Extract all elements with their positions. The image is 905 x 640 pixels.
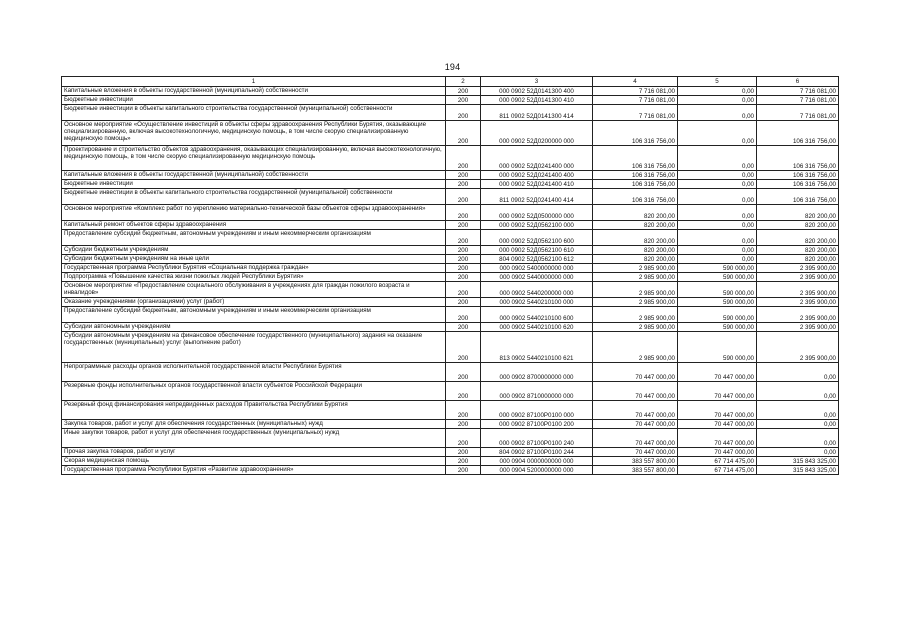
row-amount-col5: 590 000,00	[678, 307, 757, 323]
row-classification-code: 804 0902 87100Р0100 244	[481, 448, 593, 457]
row-code: 200	[446, 230, 481, 246]
row-amount-col6: 0,00	[757, 420, 839, 429]
row-description: Основное мероприятие «Осуществление инвестиций в объекты сферы здравоохранения Республики Бурятия, оказывающие специализированную, включая высокотехнологичную, медицинскую помощь, в том числе скорую специализированную медицинскую помощь»	[62, 121, 446, 146]
row-amount-col4: 70 447 000,00	[593, 363, 678, 382]
column-header: 2	[446, 77, 481, 87]
row-description: Резервные фонды исполнительных органов государственной власти субъектов Российской Федерации	[62, 382, 446, 401]
row-amount-col4: 2 985 900,00	[593, 264, 678, 273]
row-amount-col6: 2 395 900,00	[757, 323, 839, 332]
row-amount-col4: 820 200,00	[593, 255, 678, 264]
row-amount-col6: 315 843 325,00	[757, 466, 839, 475]
row-amount-col4: 7 716 081,00	[593, 96, 678, 105]
row-description: Закупка товаров, работ и услуг для обеспечения государственных (муниципальных) нужд	[62, 420, 446, 429]
row-amount-col6: 820 200,00	[757, 230, 839, 246]
row-classification-code: 000 0902 52Д0141300 410	[481, 96, 593, 105]
table-row	[62, 180, 839, 189]
row-amount-col4: 2 985 900,00	[593, 332, 678, 363]
row-amount-col6: 0,00	[757, 363, 839, 382]
table-row	[62, 264, 839, 273]
row-amount-col5: 0,00	[678, 105, 757, 121]
row-amount-col5: 590 000,00	[678, 273, 757, 282]
row-code: 200	[446, 323, 481, 332]
row-description: Бюджетные инвестиции	[62, 96, 446, 105]
row-classification-code: 000 0902 52Д0500000 000	[481, 205, 593, 221]
row-amount-col5: 0,00	[678, 180, 757, 189]
row-classification-code: 811 0902 52Д0241400 414	[481, 189, 593, 205]
row-amount-col6: 820 200,00	[757, 205, 839, 221]
row-amount-col5: 70 447 000,00	[678, 401, 757, 420]
row-amount-col5: 0,00	[678, 246, 757, 255]
row-amount-col6: 106 316 756,00	[757, 146, 839, 171]
row-amount-col5: 590 000,00	[678, 264, 757, 273]
row-description: Капитальные вложения в объекты государственной (муниципальной) собственности	[62, 171, 446, 180]
row-amount-col4: 70 447 000,00	[593, 429, 678, 448]
row-code: 200	[446, 255, 481, 264]
row-amount-col4: 70 447 000,00	[593, 448, 678, 457]
row-amount-col5: 70 447 000,00	[678, 420, 757, 429]
row-classification-code: 000 0902 5440210100 000	[481, 298, 593, 307]
row-amount-col5: 590 000,00	[678, 298, 757, 307]
table-row	[62, 189, 839, 205]
row-classification-code: 804 0902 52Д0562100 612	[481, 255, 593, 264]
row-amount-col5: 70 447 000,00	[678, 429, 757, 448]
row-description: Скорая медицинская помощь	[62, 457, 446, 466]
row-code: 200	[446, 221, 481, 230]
row-amount-col5: 70 447 000,00	[678, 363, 757, 382]
row-amount-col6: 106 316 756,00	[757, 189, 839, 205]
row-amount-col4: 2 985 900,00	[593, 273, 678, 282]
page-number: 194	[444, 62, 461, 72]
row-amount-col6: 2 395 900,00	[757, 332, 839, 363]
row-classification-code: 000 0902 87100Р0100 200	[481, 420, 593, 429]
row-amount-col5: 70 447 000,00	[678, 382, 757, 401]
row-description: Основное мероприятие «Предоставление социального обслуживания в учреждениях для граждан пожилого возраста и инвалидов»	[62, 282, 446, 298]
row-amount-col6: 0,00	[757, 429, 839, 448]
row-classification-code: 000 0902 52Д0241400 000	[481, 146, 593, 171]
row-classification-code: 813 0902 5440210100 621	[481, 332, 593, 363]
row-code: 200	[446, 298, 481, 307]
row-classification-code: 000 0902 52Д0562100 610	[481, 246, 593, 255]
column-header: 5	[678, 77, 757, 87]
row-code: 200	[446, 205, 481, 221]
row-description: Предоставление субсидий бюджетным, автономным учреждениям и иным некоммерческим организациям	[62, 307, 446, 323]
row-amount-col5: 0,00	[678, 189, 757, 205]
table-row	[62, 323, 839, 332]
table-row	[62, 420, 839, 429]
table-row	[62, 429, 839, 448]
row-amount-col6: 315 843 325,00	[757, 457, 839, 466]
row-code: 200	[446, 264, 481, 273]
row-classification-code: 000 0902 8700000000 000	[481, 363, 593, 382]
table-row	[62, 332, 839, 363]
table-row	[62, 121, 839, 146]
row-description: Государственная программа Республики Бурятия «Социальная поддержка граждан»	[62, 264, 446, 273]
row-amount-col4: 70 447 000,00	[593, 420, 678, 429]
row-code: 200	[446, 96, 481, 105]
column-header: 1	[62, 77, 446, 87]
row-amount-col5: 0,00	[678, 96, 757, 105]
table-row	[62, 466, 839, 475]
row-amount-col5: 0,00	[678, 121, 757, 146]
row-amount-col4: 106 316 756,00	[593, 180, 678, 189]
row-amount-col5: 0,00	[678, 171, 757, 180]
row-code: 200	[446, 246, 481, 255]
table-row	[62, 246, 839, 255]
table-row	[62, 221, 839, 230]
row-classification-code: 000 0902 87100Р0100 000	[481, 401, 593, 420]
table-row	[62, 171, 839, 180]
row-code: 200	[446, 105, 481, 121]
row-amount-col4: 820 200,00	[593, 205, 678, 221]
row-amount-col5: 67 714 475,00	[678, 457, 757, 466]
row-classification-code: 000 0902 8710000000 000	[481, 382, 593, 401]
row-amount-col4: 383 557 800,00	[593, 457, 678, 466]
row-code: 200	[446, 466, 481, 475]
row-amount-col5: 590 000,00	[678, 323, 757, 332]
column-header: 6	[757, 77, 839, 87]
row-classification-code: 000 0902 52Д0141300 400	[481, 87, 593, 96]
row-amount-col6: 2 395 900,00	[757, 264, 839, 273]
row-amount-col6: 820 200,00	[757, 246, 839, 255]
row-classification-code: 000 0902 87100Р0100 240	[481, 429, 593, 448]
row-amount-col6: 106 316 756,00	[757, 171, 839, 180]
row-amount-col6: 0,00	[757, 401, 839, 420]
row-code: 200	[446, 401, 481, 420]
row-amount-col4: 7 716 081,00	[593, 87, 678, 96]
row-amount-col6: 2 395 900,00	[757, 307, 839, 323]
row-code: 200	[446, 307, 481, 323]
row-code: 200	[446, 121, 481, 146]
row-classification-code: 000 0902 5440000000 000	[481, 273, 593, 282]
row-amount-col6: 106 316 756,00	[757, 180, 839, 189]
row-code: 200	[446, 87, 481, 96]
row-description: Иные закупки товаров, работ и услуг для обеспечения государственных (муниципальных) нужд	[62, 429, 446, 448]
column-header: 3	[481, 77, 593, 87]
row-code: 200	[446, 171, 481, 180]
row-classification-code: 000 0902 52Д0241400 410	[481, 180, 593, 189]
row-classification-code: 000 0902 52Д0562100 600	[481, 230, 593, 246]
row-amount-col4: 106 316 756,00	[593, 189, 678, 205]
table-row	[62, 273, 839, 282]
row-amount-col4: 106 316 756,00	[593, 146, 678, 171]
row-description: Непрограммные расходы органов исполнительной государственной власти Республики Бурятия	[62, 363, 446, 382]
table-row	[62, 255, 839, 264]
row-amount-col6: 7 716 081,00	[757, 96, 839, 105]
row-code: 200	[446, 146, 481, 171]
row-description: Проектирование и строительство объектов здравоохранения, оказывающих специализированную, включая высокотехнологичную, медицинскую помощь, в том числе скорую специализированную медицинскую помощь	[62, 146, 446, 171]
row-code: 200	[446, 189, 481, 205]
table-row	[62, 87, 839, 96]
row-classification-code: 000 0902 5400000000 000	[481, 264, 593, 273]
row-amount-col5: 0,00	[678, 205, 757, 221]
row-description: Капитальный ремонт объектов сферы здравоохранения	[62, 221, 446, 230]
row-amount-col4: 2 985 900,00	[593, 307, 678, 323]
row-classification-code: 000 0904 0000000000 000	[481, 457, 593, 466]
table-row	[62, 105, 839, 121]
row-description: Прочая закупка товаров, работ и услуг	[62, 448, 446, 457]
row-amount-col5: 0,00	[678, 87, 757, 96]
row-description: Подпрограмма «Повышение качества жизни пожилых людей Республики Бурятия»	[62, 273, 446, 282]
row-code: 200	[446, 448, 481, 457]
row-amount-col4: 2 985 900,00	[593, 323, 678, 332]
table-row	[62, 298, 839, 307]
row-code: 200	[446, 282, 481, 298]
row-amount-col6: 0,00	[757, 382, 839, 401]
table-row	[62, 282, 839, 298]
row-classification-code: 000 0902 52Д0200000 000	[481, 121, 593, 146]
row-code: 200	[446, 429, 481, 448]
table-row	[62, 457, 839, 466]
row-description: Оказание учреждениями (организациями) услуг (работ)	[62, 298, 446, 307]
row-amount-col6: 2 395 900,00	[757, 298, 839, 307]
row-amount-col6: 7 716 081,00	[757, 105, 839, 121]
row-amount-col4: 7 716 081,00	[593, 105, 678, 121]
row-description: Бюджетные инвестиции в объекты капитального строительства государственной (муниципальной) собственности	[62, 189, 446, 205]
row-classification-code: 000 0902 52Д0562100 000	[481, 221, 593, 230]
row-classification-code: 000 0902 52Д0241400 400	[481, 171, 593, 180]
row-description: Государственная программа Республики Бурятия «Развитие здравоохранения»	[62, 466, 446, 475]
row-amount-col4: 820 200,00	[593, 221, 678, 230]
row-description: Резервный фонд финансирования непредвиденных расходов Правительства Республики Бурятия	[62, 401, 446, 420]
table-row	[62, 96, 839, 105]
row-classification-code: 811 0902 52Д0141300 414	[481, 105, 593, 121]
row-classification-code: 000 0902 5440210100 600	[481, 307, 593, 323]
table-row	[62, 363, 839, 382]
row-amount-col5: 67 714 475,00	[678, 466, 757, 475]
table-row	[62, 230, 839, 246]
table-row	[62, 205, 839, 221]
row-amount-col4: 820 200,00	[593, 246, 678, 255]
row-code: 200	[446, 382, 481, 401]
row-code: 200	[446, 180, 481, 189]
row-amount-col5: 590 000,00	[678, 332, 757, 363]
row-description: Субсидии автономным учреждениям на финансовое обеспечение государственного (муниципального) задания на оказание государственных (муниципальных) услуг (выполнение работ)	[62, 332, 446, 363]
row-code: 200	[446, 457, 481, 466]
row-amount-col4: 70 447 000,00	[593, 382, 678, 401]
row-amount-col6: 0,00	[757, 448, 839, 457]
row-amount-col6: 820 200,00	[757, 221, 839, 230]
row-amount-col6: 106 316 756,00	[757, 121, 839, 146]
row-description: Предоставление субсидий бюджетным, автономным учреждениям и иным некоммерческим организациям	[62, 230, 446, 246]
table-header-row	[62, 77, 839, 87]
row-classification-code: 000 0902 5440210100 620	[481, 323, 593, 332]
row-amount-col5: 0,00	[678, 146, 757, 171]
row-amount-col5: 0,00	[678, 221, 757, 230]
row-code: 200	[446, 273, 481, 282]
row-description: Бюджетные инвестиции	[62, 180, 446, 189]
row-description: Основное мероприятие «Комплекс работ по укреплению материально-технической базы объектов сферы здравоохранения»	[62, 205, 446, 221]
table-body	[62, 87, 839, 475]
table-row	[62, 382, 839, 401]
row-description: Бюджетные инвестиции в объекты капитального строительства государственной (муниципальной) собственности	[62, 105, 446, 121]
row-amount-col4: 70 447 000,00	[593, 401, 678, 420]
row-amount-col6: 2 395 900,00	[757, 273, 839, 282]
table-row	[62, 307, 839, 323]
row-amount-col4: 106 316 756,00	[593, 121, 678, 146]
row-description: Субсидии бюджетным учреждениям	[62, 246, 446, 255]
row-amount-col4: 820 200,00	[593, 230, 678, 246]
budget-table	[61, 76, 839, 475]
row-amount-col5: 70 447 000,00	[678, 448, 757, 457]
row-amount-col6: 820 200,00	[757, 255, 839, 264]
row-code: 200	[446, 332, 481, 363]
row-amount-col4: 383 557 800,00	[593, 466, 678, 475]
table-row	[62, 146, 839, 171]
row-code: 200	[446, 363, 481, 382]
row-amount-col4: 2 985 900,00	[593, 282, 678, 298]
row-amount-col5: 0,00	[678, 255, 757, 264]
row-amount-col4: 106 316 756,00	[593, 171, 678, 180]
column-header: 4	[593, 77, 678, 87]
row-amount-col4: 2 985 900,00	[593, 298, 678, 307]
row-amount-col6: 7 716 081,00	[757, 87, 839, 96]
row-amount-col6: 2 395 900,00	[757, 282, 839, 298]
table-row	[62, 401, 839, 420]
row-classification-code: 000 0904 5200000000 000	[481, 466, 593, 475]
row-description: Субсидии бюджетным учреждениям на иные цели	[62, 255, 446, 264]
table-row	[62, 448, 839, 457]
row-description: Субсидии автономным учреждениям	[62, 323, 446, 332]
row-amount-col5: 590 000,00	[678, 282, 757, 298]
row-code: 200	[446, 420, 481, 429]
row-description: Капитальные вложения в объекты государственной (муниципальной) собственности	[62, 87, 446, 96]
row-amount-col5: 0,00	[678, 230, 757, 246]
row-classification-code: 000 0902 5440200000 000	[481, 282, 593, 298]
